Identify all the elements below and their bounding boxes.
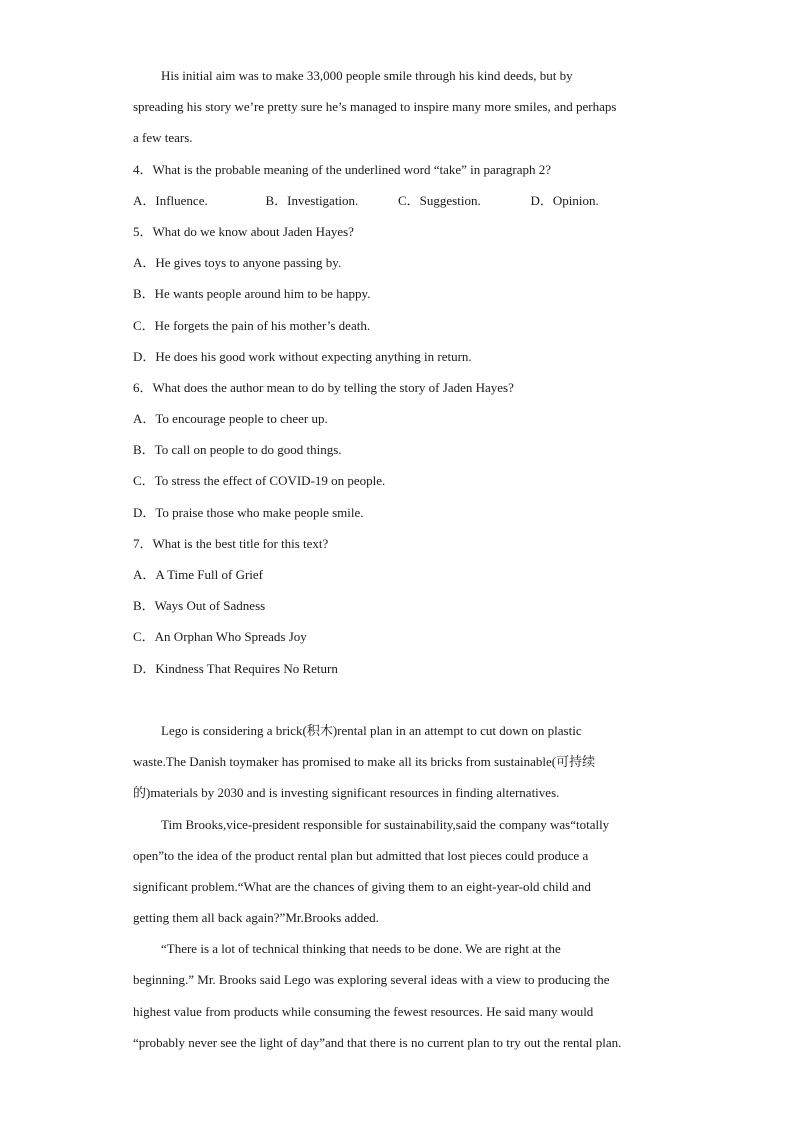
passage2 [133,721,663,1064]
question-4 [133,160,663,222]
passage2-paragraph-1 [133,721,663,815]
option-d: D．He does his good work without expecting anything in return. [133,348,472,364]
text-line: open”to the idea of the product rental plan but admitted that lost pieces could produce a [133,847,589,863]
option-a: A．He gives toys to anyone passing by. [133,255,342,271]
option-c: C．Suggestion. [398,192,481,208]
passage2-paragraph-2 [133,815,663,940]
option-d: D．Kindness That Requires No Return [133,660,338,676]
option-c: C．He forgets the pain of his mother’s death. [133,317,371,333]
option-a: A．To encourage people to cheer up. [133,411,328,427]
text-line: 的)materials by 2030 and is investing significant resources in finding alternatives. [133,785,560,801]
question-6 [133,378,663,534]
option-b: B．Ways Out of Sadness [133,598,266,614]
question-5 [133,222,663,378]
passage2-paragraph-3 [133,939,663,1064]
question-7 [133,534,663,690]
section-gap [133,690,663,721]
option-d: D．Opinion. [530,192,599,208]
text-line: Tim Brooks,vice-president responsible for sustainability,said the company was“totally [161,816,610,832]
option-b: B．To call on people to do good things. [133,442,342,458]
question-stem: 5．What do we know about Jaden Hayes? [133,223,354,239]
text-line: beginning.” Mr. Brooks said Lego was exploring several ideas with a view to producing the [133,972,610,988]
passage1-final-paragraph [133,66,663,160]
question-stem: 4．What is the probable meaning of the underlined word “take” in paragraph 2? [133,161,552,177]
text-line: waste.The Danish toymaker has promised to make all its bricks from sustainable(可持续 [133,754,596,770]
text-line: “There is a lot of technical thinking that needs to be done. We are right at the [161,941,561,957]
option-a: A．Influence. [133,192,208,208]
option-b: B．He wants people around him to be happy. [133,286,371,302]
text-line: His initial aim was to make 33,000 people smile through his kind deeds, but by [161,68,573,83]
question-stem: 7．What is the best title for this text? [133,535,329,551]
text-line: significant problem.“What are the chances of giving them to an eight-year-old child and [133,878,591,894]
option-c: C．An Orphan Who Spreads Joy [133,629,307,645]
text-line: a few tears. [133,130,193,146]
option-b: B．Investigation. [265,192,359,208]
option-d: D．To praise those who make people smile. [133,504,364,520]
text-line: “probably never see the light of day”and that there is no current plan to try out the rental plan. [133,1034,622,1050]
text-line: highest value from products while consuming the fewest resources. He said many would [133,1003,594,1019]
option-c: C．To stress the effect of COVID-19 on people. [133,473,386,489]
options-row [133,191,663,222]
question-stem: 6．What does the author mean to do by telling the story of Jaden Hayes? [133,379,514,395]
text-line: getting them all back again?”Mr.Brooks added. [133,910,379,926]
option-a: A．A Time Full of Grief [133,567,264,582]
text-line: spreading his story we’re pretty sure he’s managed to inspire many more smiles, and perhaps [133,99,617,115]
document-page [133,66,663,1064]
text-line: Lego is considering a brick(积木)rental plan in an attempt to cut down on plastic [161,722,582,738]
